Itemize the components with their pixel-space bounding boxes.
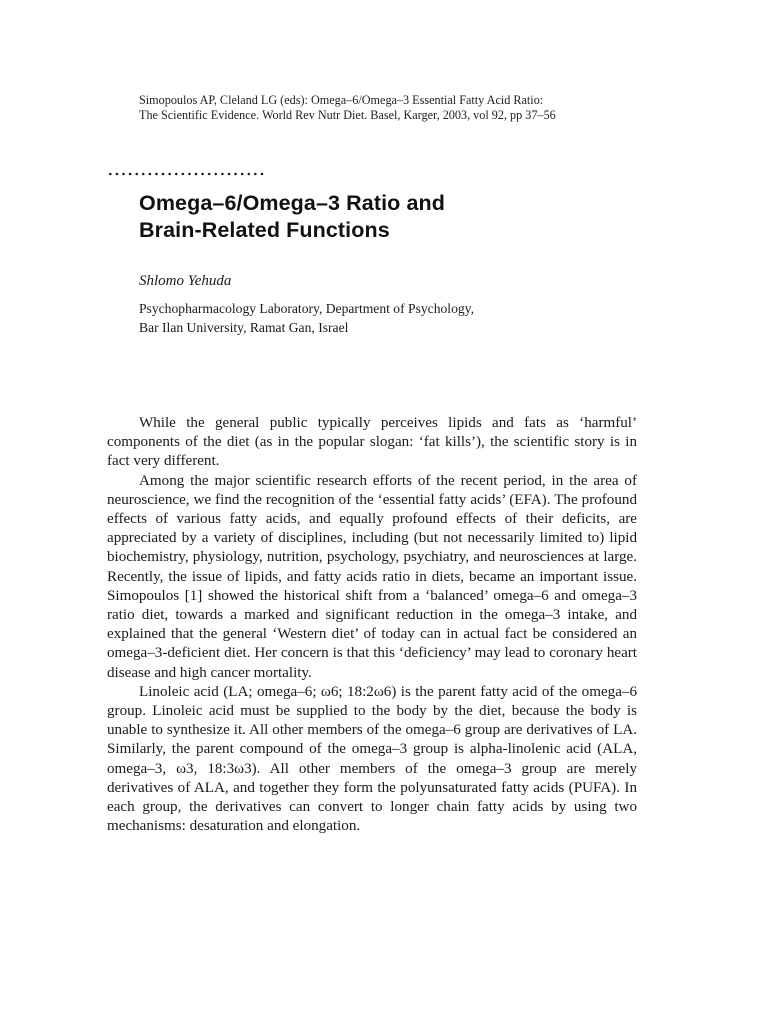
- dotted-rule: [107, 171, 267, 177]
- paragraph: Linoleic acid (LA; omega–6; ω6; 18:2ω6) is the parent fatty acid of the omega–6 group. Linoleic acid must be supplied to the body by the diet, because the body is unable to synthesize it. All other members of the omega–6 group are derivatives of LA. Similarly, the parent compound of the omega–3 group is alpha-linolenic acid (ALA, omega–3, ω3, 18:3ω3). All other members of the omega–3 group are merely derivatives of ALA, and together they form the polyunsaturated fatty acids (PUFA). In each group, the derivatives can convert to longer chain fatty acids by using two mechanisms: desaturation and elongation.: [107, 683, 637, 835]
- title-line-1: Omega–6/Omega–3 Ratio and: [139, 191, 445, 215]
- citation-header: [139, 93, 659, 123]
- affiliation-line-2: Bar Ilan University, Ramat Gan, Israel: [139, 319, 349, 335]
- paragraph: Among the major scientific research efforts of the recent period, in the area of neuroscience, we find the recognition of the ‘essential fatty acids’ (EFA). The profound effects of various fatty acids, and equally profound effects of their deficits, are appreciated by a variety of disciplines, including (but not necessarily limited to) lipid biochemistry, physiology, nutrition, psychology, psychiatry, and neurosciences at large. Recently, the issue of lipids, and fatty acids ratio in diets, became an important issue. Simopoulos [1] showed the historical shift from a ‘balanced’ omega–6 and omega–3 ratio diet, towards a marked and significant reduction in the omega–3 intake, and explained that the general ‘Western diet’ of today can in actual fact be considered an omega–3-deficient diet. Her concern is that this ‘deficiency’ may lead to coronary heart disease and high cancer mortality.: [107, 472, 637, 681]
- affiliation-line-1: Psychopharmacology Laboratory, Department of Psychology,: [139, 301, 474, 316]
- body-text: [107, 414, 637, 836]
- title-line-2: Brain-Related Functions: [139, 218, 390, 242]
- citation-line-1: Simopoulos AP, Cleland LG (eds): Omega–6/Omega–3 Essential Fatty Acid Ratio:: [139, 93, 544, 107]
- citation-line-2: The Scientific Evidence. World Rev Nutr Diet. Basel, Karger, 2003, vol 92, pp 37–56: [139, 108, 556, 122]
- paragraph: While the general public typically perceives lipids and fats as ‘harmful’ components of the diet (as in the popular slogan: ‘fat kills’), the scientific story is in fact very different.: [107, 415, 637, 470]
- author-name: Shlomo Yehuda: [139, 273, 232, 289]
- paper-title: [139, 190, 659, 244]
- author-affiliation: [139, 300, 474, 337]
